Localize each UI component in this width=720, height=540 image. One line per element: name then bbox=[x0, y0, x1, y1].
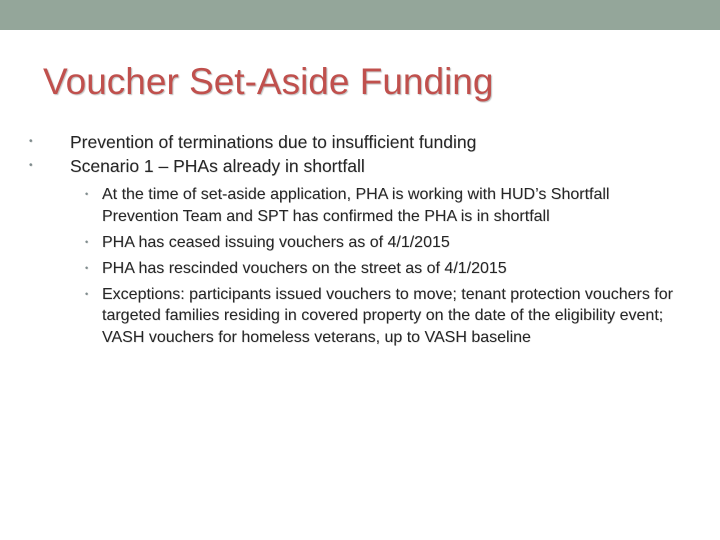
bullet-list bbox=[0, 130, 720, 353]
sub-bullet-group bbox=[0, 184, 720, 348]
sub-bullet-item bbox=[0, 232, 720, 254]
sub-bullet-dot-icon: • bbox=[85, 189, 89, 199]
sub-bullet-dot-icon: • bbox=[85, 236, 89, 247]
sub-bullet-text: Exceptions: participants issued vouchers to move; tenant protection vouchers for targeted families residing in covered property on the date of the eligibility event; VASH vouchers for homeless veterans, up to VASH baseline bbox=[102, 285, 673, 346]
bullet-dot-icon: • bbox=[29, 160, 33, 171]
sub-bullet-item bbox=[0, 284, 720, 349]
sub-bullet-text: PHA has rescinded vouchers on the street as of 4/1/2015 bbox=[102, 259, 507, 277]
sub-bullet-dot-icon: • bbox=[85, 262, 89, 273]
sub-bullet-text: At the time of set-aside application, PHA is working with HUD’s Shortfall Prevention Team and SPT has confirmed the PHA is in shortfall bbox=[102, 186, 610, 225]
slide-title: Voucher Set-Aside Funding bbox=[43, 61, 494, 102]
bullet-item bbox=[0, 154, 720, 178]
bullet-dot-icon: • bbox=[29, 136, 33, 147]
bullet-text: Scenario 1 – PHAs already in shortfall bbox=[70, 156, 365, 176]
sub-bullet-list bbox=[0, 184, 720, 348]
bullet-text: Prevention of terminations due to insufficient funding bbox=[70, 132, 477, 152]
sub-bullet-text: PHA has ceased issuing vouchers as of 4/1/2015 bbox=[102, 233, 450, 251]
sub-bullet-item bbox=[0, 184, 720, 227]
sub-bullet-item bbox=[0, 258, 720, 280]
sub-bullet-dot-icon: • bbox=[85, 288, 89, 299]
bullet-item bbox=[0, 130, 720, 154]
top-decorative-band bbox=[0, 0, 720, 30]
